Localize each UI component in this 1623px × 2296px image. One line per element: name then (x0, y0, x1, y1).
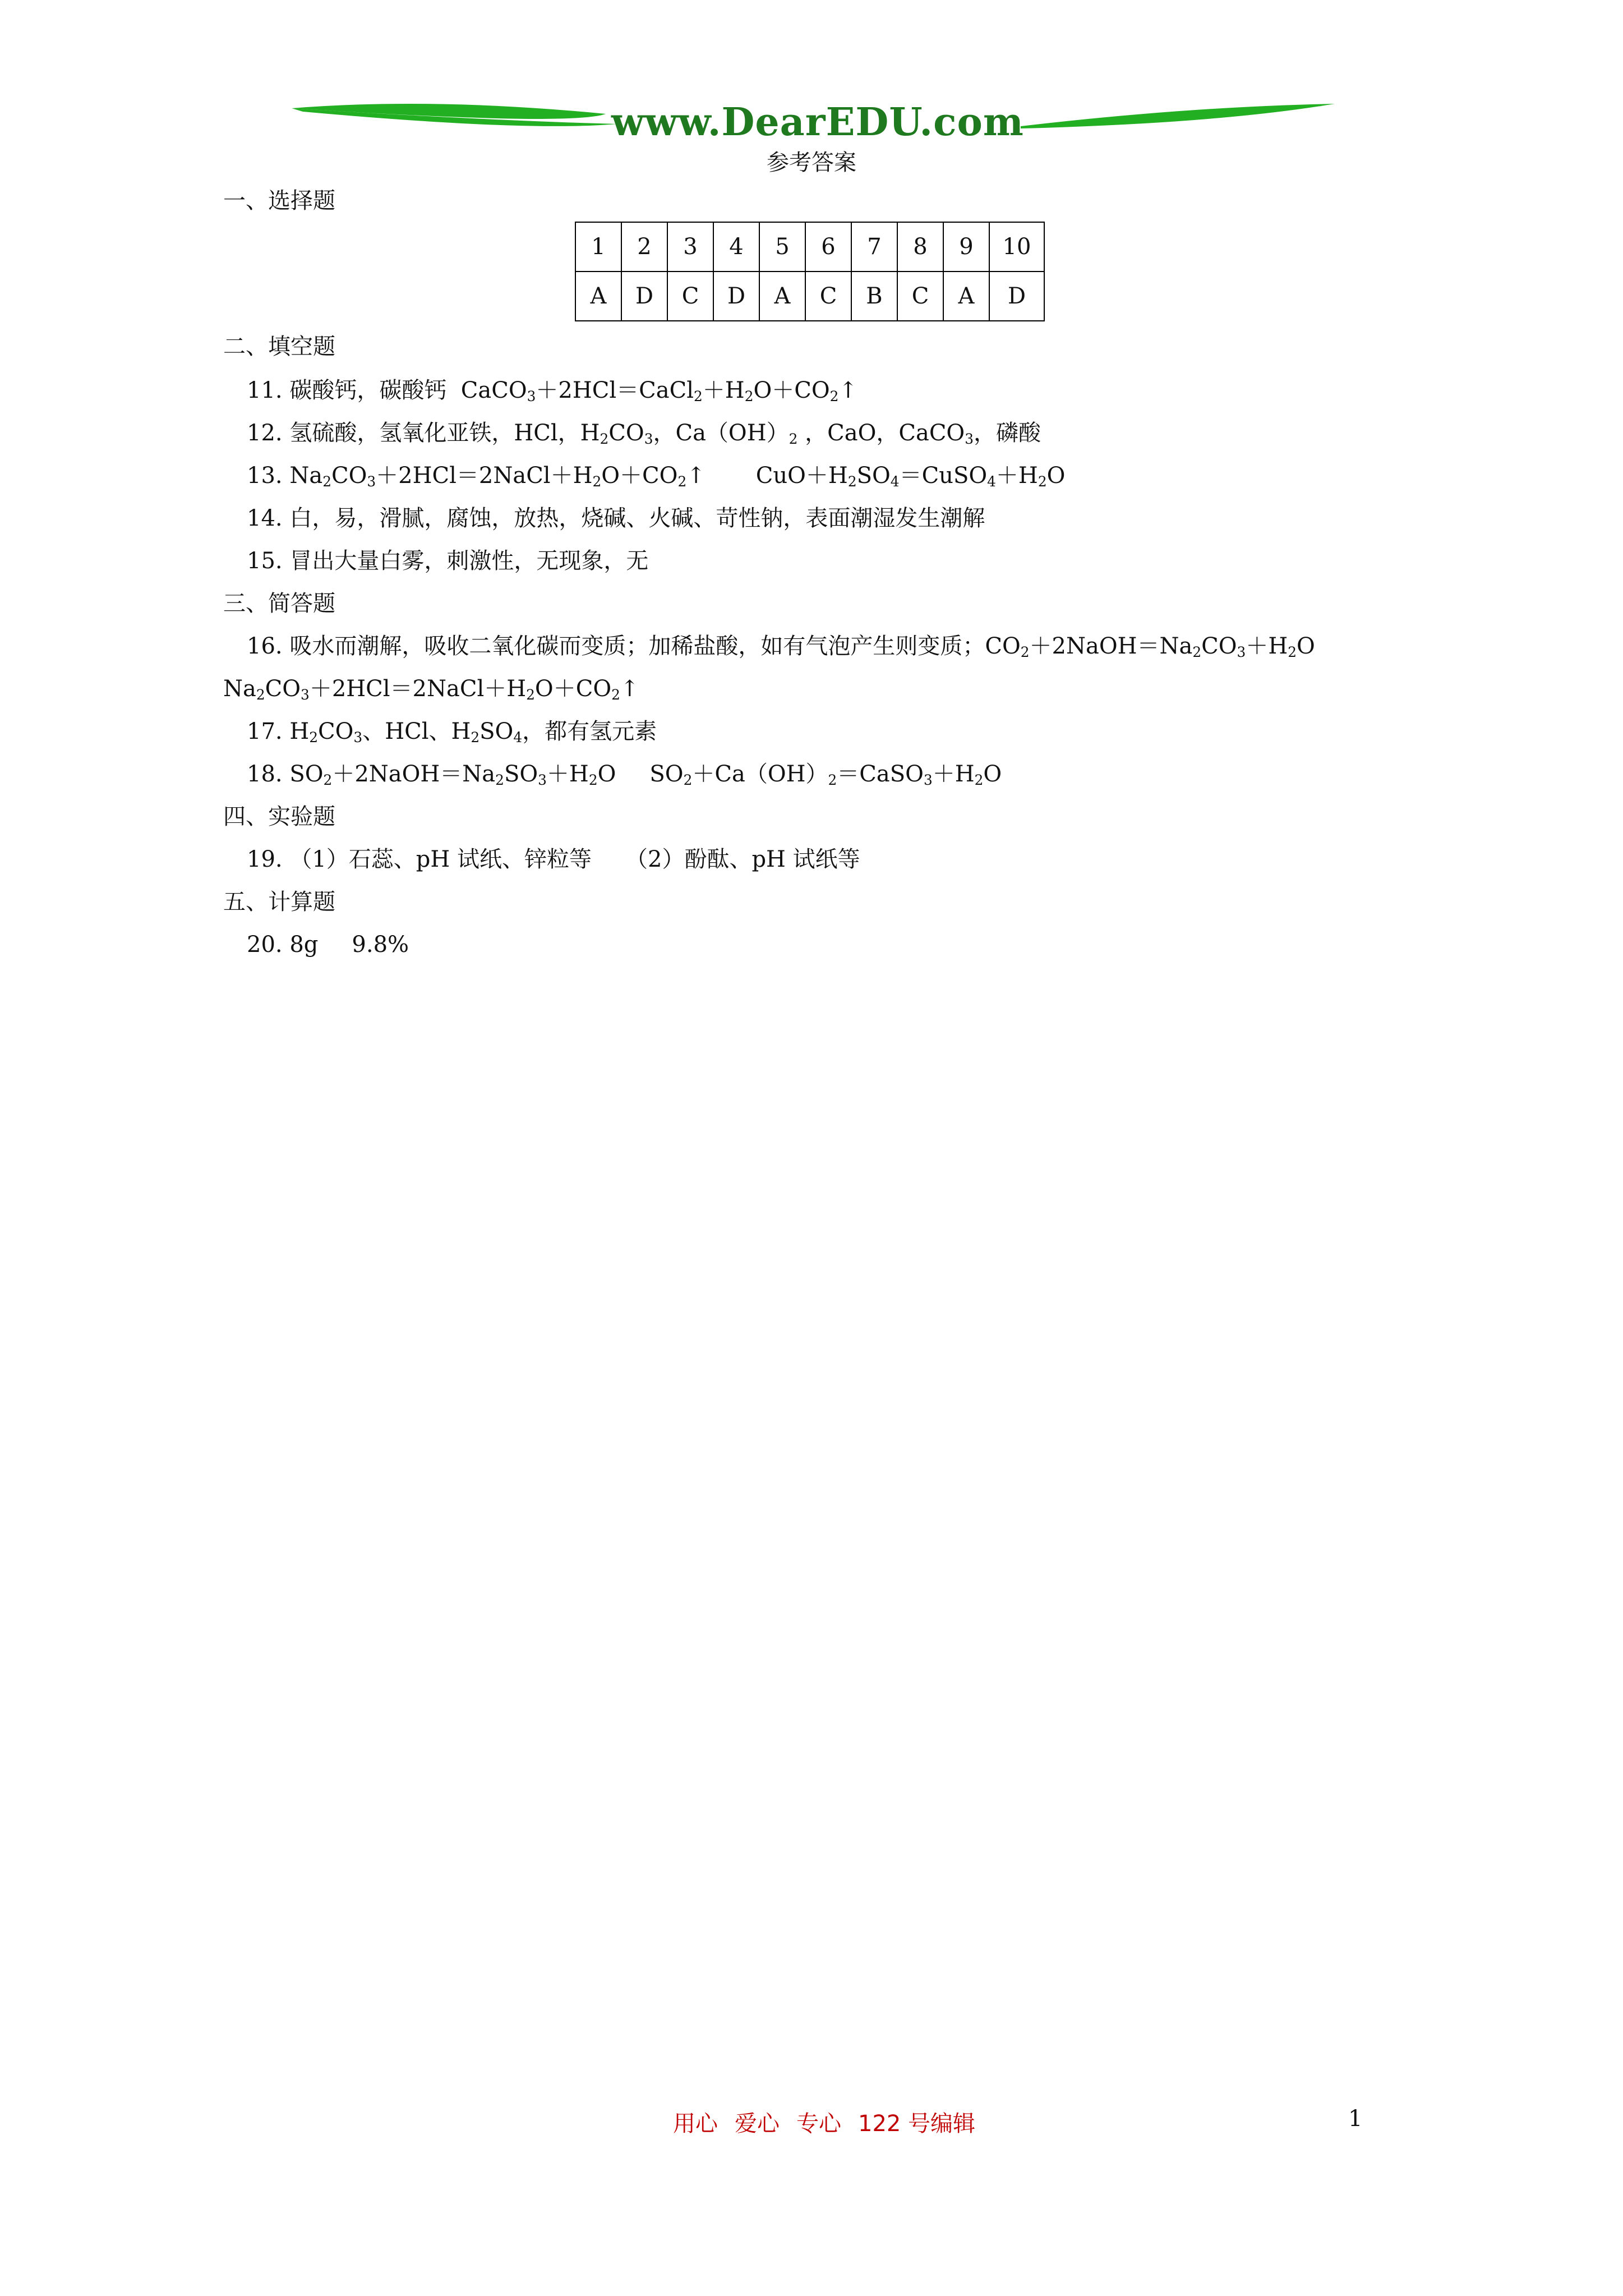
section-heading-choice: 一、选择题 (223, 188, 335, 214)
answer-11: 11. 碳酸钙，碳酸钙 $CaCO_3+2HCl=CaCl_2+H_2O+CO_2↑$ (247, 378, 857, 405)
table-cell-number: 5 (759, 222, 805, 272)
table-cell-answer: D (621, 272, 667, 321)
table-row-answers (575, 272, 1044, 321)
answer-18: 18. $SO_2+2NaOH=Na_2SO_3+H_2O$ $SO_2+Ca(OH)_2=CaSO_3+H_2O$ (247, 761, 1002, 789)
table-cell-number: 1 (575, 222, 621, 272)
table-cell-answer: C (805, 272, 851, 321)
answer-15: 15. 冒出大量白雾，刺激性，无现象，无 (247, 548, 649, 574)
section-heading-fill: 二、填空题 (223, 334, 335, 360)
section-heading-short-answer: 三、简答题 (223, 591, 335, 616)
answer-table (575, 222, 1045, 321)
table-cell-answer: C (667, 272, 713, 321)
footer-slogan (673, 2106, 992, 2138)
table-cell-answer: A (575, 272, 621, 321)
site-logo-text: www.DearEDU.com (611, 100, 1024, 145)
table-cell-number: 9 (943, 222, 989, 272)
table-cell-number: 3 (667, 222, 713, 272)
page-title: 参考答案 (767, 150, 856, 176)
section-heading-calculation: 五、计算题 (223, 889, 335, 915)
table-cell-answer: A (943, 272, 989, 321)
table-cell-number: 10 (989, 222, 1044, 272)
page-number: 1 (1348, 2106, 1363, 2132)
table-cell-number: 2 (621, 222, 667, 272)
answer-16: 16. 吸水而潮解，吸收二氧化碳而变质；加稀盐酸，如有气泡产生则变质；$CO_2+2NaOH=Na_2CO_3+H_2O$ (247, 633, 1315, 661)
section-heading-experiment: 四、实验题 (223, 804, 335, 830)
table-cell-number: 6 (805, 222, 851, 272)
table-cell-number: 7 (851, 222, 897, 272)
footer-part: 122 号编辑 (858, 2111, 976, 2137)
answer-19: 19. （1）石蕊、pH 试纸、锌粒等 （2）酚酞、pH 试纸等 (247, 846, 860, 872)
table-cell-answer: D (713, 272, 759, 321)
table-cell-number: 8 (897, 222, 943, 272)
answer-20: 20. 8g 9.8% (247, 932, 409, 958)
answer-16-continued: $Na_2CO_3+2HCl=2NaCl+H_2O+CO_2↑$ (223, 676, 639, 703)
table-cell-answer: D (989, 272, 1044, 321)
table-cell-answer: C (897, 272, 943, 321)
answer-13: 13. $Na_2CO_3+2HCl=2NaCl+H_2O+CO_2↑$ $CuO+H_2SO_4=CuSO_4+H_2O$ (247, 463, 1066, 490)
table-cell-answer: B (851, 272, 897, 321)
table-cell-answer: A (759, 272, 805, 321)
answer-14: 14. 白，易，滑腻，腐蚀，放热，烧碱、火碱、苛性钠，表面潮湿发生潮解 (247, 505, 985, 531)
table-row-numbers (575, 222, 1044, 272)
answer-17: 17. $H_2CO_3$、HCl、$H_2SO_4$，都有氢元素 (247, 719, 657, 746)
answer-12: 12. 氢硫酸，氢氧化亚铁，HCl，$H_2CO_3$，$Ca(OH)_2$ ，CaO，CaCO$_3$，磷酸 (247, 420, 1041, 448)
table-cell-number: 4 (713, 222, 759, 272)
footer-part: 爱心 (735, 2111, 780, 2137)
footer-part: 用心 (673, 2111, 718, 2137)
footer-part: 专心 (796, 2111, 841, 2137)
